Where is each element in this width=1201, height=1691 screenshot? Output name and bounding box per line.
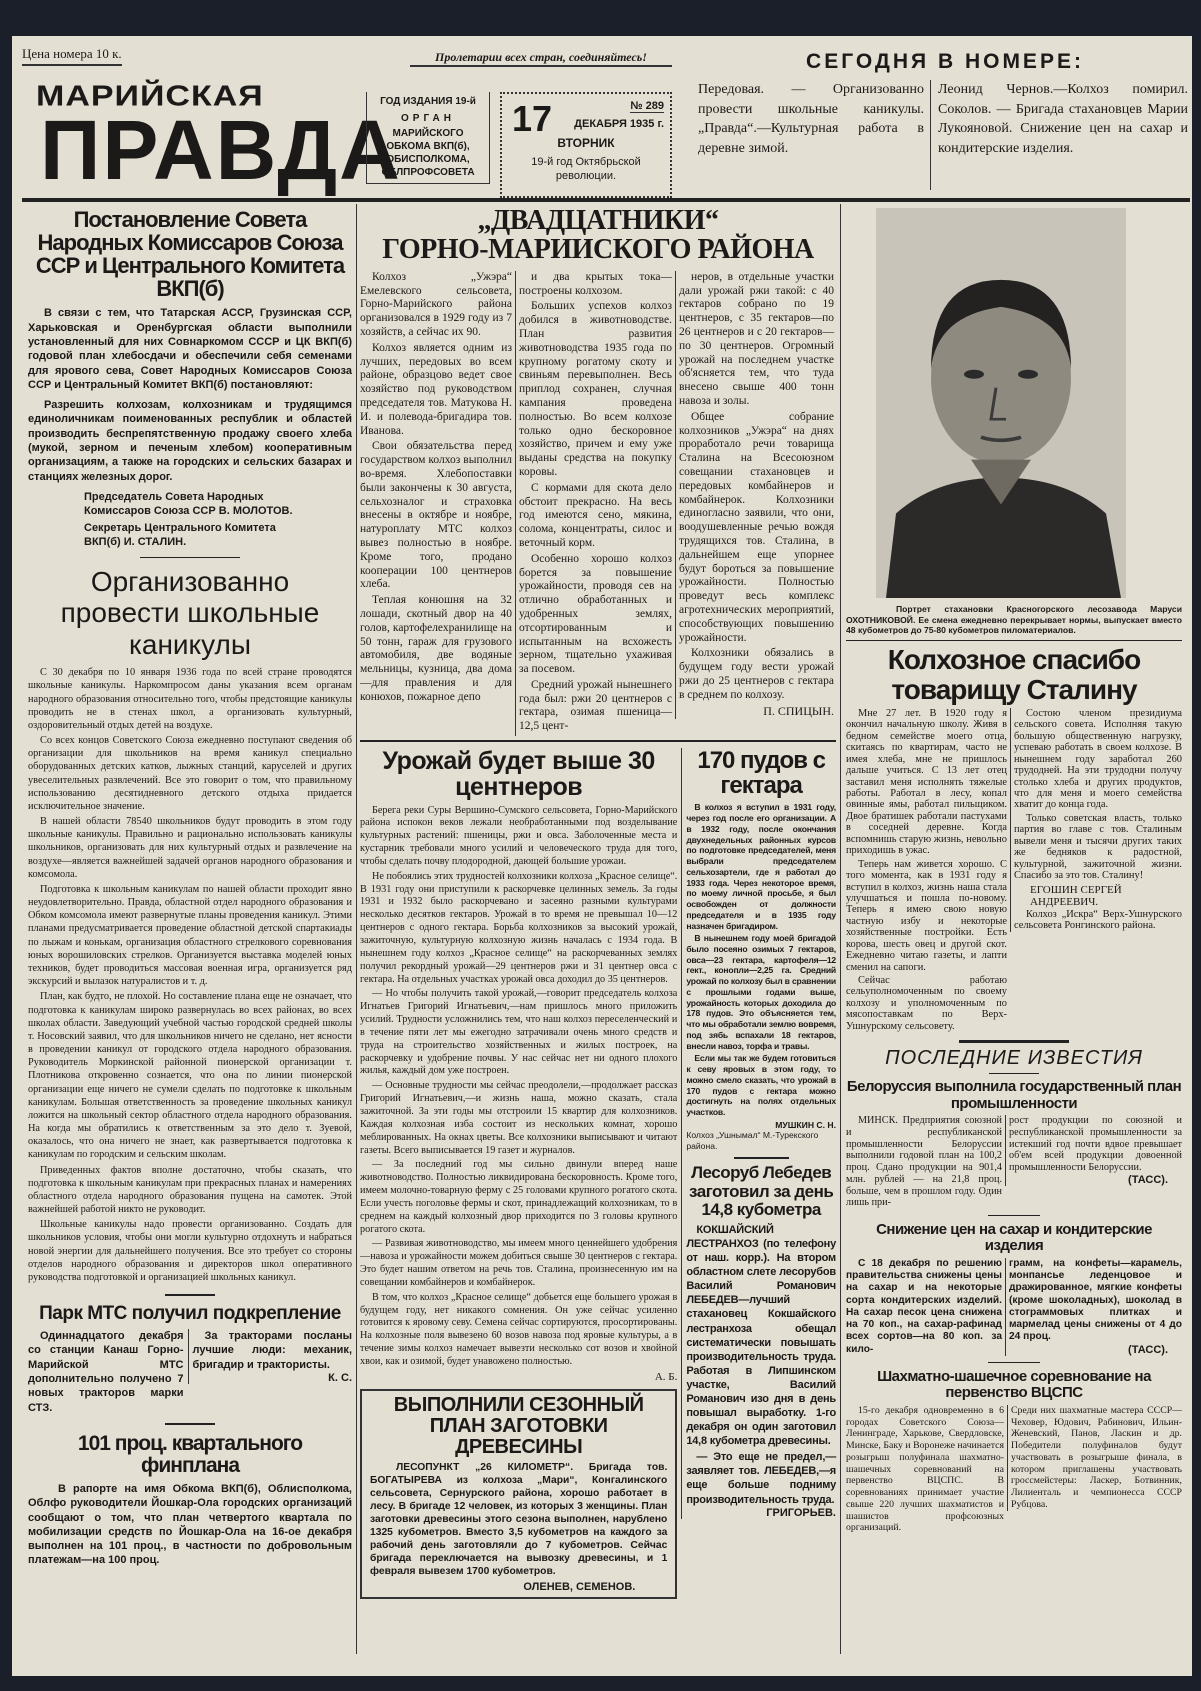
article-paragraph: Если мы так же будем готовиться к севу яровых в этом году, то можно смело сказать, что урожай в 170 пудов с гектара можно достигнуть на полях отдельных участков. [686, 1053, 836, 1118]
twenties-col1 [360, 271, 515, 707]
date-box [500, 92, 672, 198]
twenties-col3 [675, 271, 834, 719]
latest-news-title: ПОСЛЕДНИЕ ИЗВЕСТИЯ [885, 1047, 1143, 1070]
timber-box [360, 1389, 677, 1600]
chess-col1: 15-го декабря одновременно в 6 городах Советского Союза—Ленинграде, Харькове, Свердловске, Минске, Баку и Воронеже начинается розыгрыш полуфинала шахматно-шашечных соревнований на первенство ВЦСПС. В соревнованиях принимает участие свыше 220 лучших шахматистов и шашистов профсоюзных организаций. [846, 1404, 1004, 1534]
article-paragraph: Свои обязательства перед государством колхоз выполнил во-время. Хлебопоставки были закончены к 30 августа, сельхозналог и страховка внесены в октябре и ноябре, натуроплату МТС колхоз вывез полностью в ноябре. Кроме того, продано кооперации 100 центнеров хлеба. [360, 440, 512, 591]
article-paragraph: В том, что колхоз „Красное селище“ добьется еще большего урожая в будущем году, нет никакого сомнения. Он уже сейчас усиленно готовится к яровому севу. Семена сейчас сортируются, просортированы. На колхозные поля вывезено 60 возов навоза под яровые культуры, а в течение зимы колхоз намечает вывезти несколько сот возов и хвойной хвои, как и озимой, будет унавожено полностью. [360, 1291, 678, 1368]
index-title: СЕГОДНЯ В НОМЕРЕ: [806, 50, 1084, 73]
article-paragraph: В колхоз я вступил в 1931 году, через год после его организации. А в 1932 году, после окончания двухнедельных районных курсов по подготовке председателей, меня выбрали председателем сельхозартели, где я работал до 1933 года. Через некоторое время, по моему личной просьбе, я был освобожден от должности председателя и в 1935 году назначен бригадиром. [686, 802, 836, 931]
lumberjack-signature: ГРИГОРЬЕВ. [766, 1506, 836, 1519]
harvest-signature: А. Б. [654, 1370, 678, 1383]
newspaper-title-line1: МАРИЙСКАЯ [36, 80, 264, 113]
sugar-col1: С 18 декабря по решению правительства снижены цены на сахар и на некоторые сорта кондитерских изделий. На сахар песок цена снижена на 70 коп., на сахар-рафинад всех сортов—на 80 коп. за кило- [846, 1257, 1002, 1355]
article-paragraph: Только советская власть, только партия во главе с тов. Сталиным вывели меня и тысячи других таких же бедняков к радостной, культурной, зажиточной жизни. Спасибо за это тов. Сталину! [1014, 812, 1182, 882]
organ-label: ОРГАН [401, 113, 455, 124]
twenties-heading-line2: ГОРНО-МАРИИСКОГО РАЙОНА [382, 234, 814, 266]
article-paragraph: — За последний год мы сильно двинули вперед наше животноводство. Полностью ликвидирована бескоровность. Кроме того, имеем молочно-товарную ферму с 25 головами крупного рогатого скота. Если учесть поголовье фермы и скот, принадлежащий колхозникам, то в среднем на каждый колхозный двор приходится по 3 головы крупного рогатого скота. [360, 1159, 678, 1235]
decree-signature-molotov: Председатель Совета Народных Комиссаров Союза ССР В. МОЛОТОВ. [84, 490, 293, 518]
portrait-caption: Портрет стахановки Красногорского лесозавода Маруси ОХОТНИКОВОЙ. Ее смена ежедневно перекрывает нормы, выпускает вместо 48 кубометров до 75-80 кубометров пиломатериалов. [846, 604, 1182, 636]
chess-heading: Шахматно-шашечное соревнование на первенство ВЦСПС [877, 1367, 1151, 1402]
editorial-paragraph: Школьные каникулы надо провести организованно. Создать для школьников условия, чтобы они могли культурно отдохнуть и набраться новой энергии для дальнейшего получения. Все это требует со стороны отделов народного образования и директоров школ оперативного руководства подготовкой и организацией школьных каникул. [28, 1219, 352, 1283]
article-paragraph: Состою членом президиума сельского совета. Исполняя такую большую общественную нагрузку, успеваю работать в своем колхозе. В нынешнем году заработал 260 трудодней. На эти трудодни получу столько хлеба и других продуктов, что для меня и моего семейства хватит до конца года. [1014, 707, 1182, 811]
article-paragraph: — Основные трудности мы сейчас преодолели,—продолжает рассказ Григорий Игнатьевич,—и жизнь наша, можно сказать, стала зажиточной. За эти годы мы отстроили 15 квартир для колхозников. Каждая колхозная изба состоит из нескольких комнат, хорошо меблированных. На окнах цветы. Все колхозники выписывают и читают газеты. Всего выписывается 19 газет и журналов. [360, 1080, 678, 1156]
price-label: Цена номера 10 к. [22, 46, 122, 66]
finplan-text: В рапорте на имя Обкома ВКП(б), Облисполкома, Облфо руководители Йошкар-Ола городских организаций сообщают о том, что план четвертого квартала по мобилизации средств по Йошкар-Ола на 16-ое декабря выполнен на 101 проц., в частности по добровольным платежам—на 100 проц. [28, 1482, 352, 1567]
organ-text: МАРИЙСКОГО ОБКОМА ВКП(б), ОБИСПОЛКОМА, ОБЛПРОФСОВЕТА [381, 128, 475, 178]
issue-date: ДЕКАБРЯ 1935 г. [574, 118, 664, 130]
article-paragraph: Колхоз является одним из лучших, передовых во всем районе, образцово ведет свое хозяйство под руководством председателя тов. Матукова Н. И. и полевода-бригадира тов. Иванова. [360, 341, 512, 437]
article-paragraph: неров, в отдельные участки дали урожай ржи такой: с 40 гектаров собрано по 19 центнеров, с 35 гектаров—по 26 центнеров и с 20 гектаров—по 30 центнеров. Огромный урожай на последнем участке об'ясняется тем, что туда внесено свыше 400 тонн навоза и золы. [679, 270, 834, 407]
thanks-heading: Колхозное спасибо товарищу Сталину [887, 644, 1141, 705]
poods-signature: МУШКИН С. Н. [775, 1119, 836, 1130]
article-paragraph: Средний урожай нынешнего года был: ржи 20 центнеров с гектара, озимая пшеница—12,5 цент- [519, 678, 672, 733]
decree-signature-stalin: Секретарь Центрального Комитета ВКП(б) И. СТАЛИН. [84, 521, 276, 548]
thanks-col2 [1014, 708, 1182, 882]
article-paragraph: Колхозники обязались в будущем году вести урожай ржи до 25 центнеров с гектара в среднем по колхозу. [679, 647, 834, 701]
portrait-image [876, 208, 1126, 598]
editorial-paragraph: Приведенных фактов вполне достаточно, чтобы сказать, что подготовка к школьным каникулам при прекрасных планах и намерениях областного отдела народного образования пущена на самотек. Этой важнейшей работой никто не руководит. [28, 1164, 352, 1216]
twenties-col2 [515, 271, 675, 736]
article-paragraph: Больших успехов колхоз добился в животноводстве. План развития животноводства 1935 года по крупному рогатому скоту и свиньям перевыполнен. Весь приплод сохранен, случная кампания проведена полностью. Во всем колхозе только одно бескоровное хозяйство, причем и ему уже выданы средства на покупку коровы. [519, 300, 672, 478]
article-paragraph: — Это еще не предел,—заявляет тов. ЛЕБЕДЕВ,—я еще больше подниму производительность труда. [686, 1451, 836, 1506]
mts-signature: К. С. [328, 1371, 352, 1384]
decree-paragraph-2: Разрешить колхозам, колхозникам и трудящимся единоличникам поименованных республик и областей производить беспрепятственную продажу своего хлеба (мукой, зерном и печеным хлебом) кооперативным организациям, а также на городских и сельских базарах и станциях железных дорог. [28, 399, 352, 483]
mts-heading: Парк МТС получил подкрепление [39, 1303, 341, 1325]
belarus-source: (ТАСС). [1128, 1173, 1168, 1186]
thanks-signature-name: ЕГОШИН СЕРГЕЙ АНДРЕЕВИЧ. [1030, 883, 1122, 909]
article-paragraph: Колхоз „Ужэра“ Емелевского сельсовета, Горно-Марийского района организовался в 1929 году из 7 хозяйств, а сейчас их 90. [360, 270, 512, 338]
article-paragraph: Теперь нам живется хорошо. С того момента, как в 1931 году я вступил в колхоз, жизнь наша стала улучшаться и пошла по-новому. Теперь я имею свою новую частную избу и некоторые хозяйственные постройки. Есть корова, шесть овец и другой скот. Ежедневно читаю газеты, и лапти сменил на сапоги. [846, 858, 1007, 973]
article-paragraph: Общее собрание колхозников „Ужэра“ на днях проработало речи товарища Сталина на Всесоюзном совещании стахановцев и передовых комбайнеров и комбайнерок. Колхозники единогласно заявили, что они, воодушевленные речью вождя трудящихся тов. Сталина, в дальнейшем еще упорнее будут бороться за повышение урожайности. Полностью проведут весь комплекс агротехнических мероприятий, способствующих повышению урожайности. [679, 410, 834, 644]
decree-heading: Постановление Совета Народных Комиссаров Союза ССР и Центрального Комитета ВКП(б) [35, 207, 345, 302]
editorial-heading: Организованно провести школьные каникулы [60, 566, 320, 660]
timber-signature: ОЛЕНЕВ, СЕМЕНОВ. [523, 1581, 636, 1594]
revolution-year: 19-й год Октябрьской революции. [531, 156, 641, 182]
article-paragraph: Особенно хорошо колхоз борется за повышение урожайности, проводя сев на отлично обработанных и удобренных землях, отсортированным и испытанным на всхожесть зерном, тщательно ухаживая за посевом. [519, 552, 672, 676]
thanks-signature-place: Колхоз „Искра“ Верх-Ушнурского сельсовета Ронгинского района. [1014, 908, 1182, 932]
article-paragraph: С кормами для скота дело обстоит прекрасно. На весь год имеются сено, мякина, солома, концентраты, силос и веточный корм. [519, 481, 672, 549]
poods-signature-place: Колхоз „Ушнымал“ М.-Турекского района. [686, 1130, 819, 1152]
twenties-signature: П. СПИЦЫН. [763, 704, 834, 719]
thanks-col1 [846, 708, 1010, 1034]
newspaper-title-line2: ПРАВДА [40, 103, 402, 197]
issue-day: 17 [512, 98, 553, 139]
sugar-col2: грамм, на конфеты—карамель, монпансье леденцовое и дражированное, мягкие конфеты (кроме шоколадных), шоколад в стограммовых плитках и мармелад цены снижены от 4 до 24 проц. [1009, 1257, 1182, 1343]
article-paragraph: — Развивая животноводство, мы имеем много ценнейшего удобрения—навоза и урожайности можем добиться свыше 30 центнеров с гектара. Это будет нашим ответом на речь тов. Сталина, произнесенную им на совещании комбайнеров и комбайнерок. [360, 1238, 678, 1288]
sugar-heading: Снижение цен на сахар и кондитерские изделия [876, 1220, 1152, 1255]
poods-heading: 170 пудов с гектара [697, 747, 825, 800]
weekday: ВТОРНИК [557, 136, 615, 150]
article-paragraph: Не побоялись этих трудностей колхозники колхоза „Красное селище“. В 1931 году они приступили к раскорчевке целинных земель. За годы 1931 и 1932 было раскорчевано и засеяно разными культурами несколько десятков гектаров. Урожай в то время не превышал 10—12 центнеров с одного гектара. Борьба колхозников за высокий урожай, зажиточную, культурную колхозную жизнь началась с 1934 года. В нынешнем году колхоз „Красное селище“ на раскорчеванных землях получил рекордный урожай—29 центнеров ржи и 31 центнер овса с гектара. На отдельных участках урожай овса доходил до 35 центнеров. [360, 870, 678, 985]
belarus-heading: Белоруссия выполнила государственный план промышленности [846, 1078, 1182, 1112]
harvest-heading: Урожай будет выше 30 центнеров [382, 747, 655, 802]
editorial-paragraph: Подготовка к школьным каникулам по нашей области проходит явно неудовлетворительно. Правда, областной отдел народного образования и Обком комсомола имеют развернутые планы проведения каникул. Этими планами предусматривается проведение областной детской спартакиады по лыжам и конькам, организация областного стрелкового соревнования юных ворошиловских стрелков. Организуется выставка моделей юных техников, будет проводиться массовая военная игра, организуется ряд экскурсий и вылазок натуралистов и т. д. [28, 883, 352, 988]
sugar-source: (ТАСС). [1128, 1343, 1168, 1356]
belarus-col1: МИНСК. Предприятия союзной и республиканской промышленности Белоруссии выполнили годовой план на 100,2 проц. Сдано продукции на 901,4 млн. рублей — на 21,8 проц. больше, чем в прошлом году. Один лишь при- [846, 1115, 1002, 1209]
editorial-paragraph: Со всех концов Советского Союза ежедневно поступают сведения об организации для школьников на время каникул специально оборудованных детских катков, лыжных станций, каруселей и других увеселительных развлечений. Все это говорит о том, что правильному использованию десятидневного детского отдыха придается исключительное значение. [28, 735, 352, 812]
chess-col2: Среди них шахматные мастера СССР—Чеховер, Юдович, Рабинович, Ильин-Женевский, Панов, Ласкин и др. Победители полуфиналов будут участвовать в розыгрыше финала, в котором приглашены участвовать гроссмейстеры: Ласкер, Ботвинник, Лилиенталь и чемпионесса СССР Рубцова. [1007, 1405, 1182, 1511]
harvest-body [360, 805, 677, 1371]
article-paragraph: Теплая конюшня на 32 лошади, скотный двор на 40 голов, картофелехранилище на 50 тонн, гараж для грузового автомобиля, две водяные мельницы, кузница, два дома—для правления и для конюхов, пожарное депо [360, 594, 512, 703]
slogan: Пролетарии всех стран, соединяйтесь! [410, 50, 672, 67]
left-column [28, 208, 352, 1568]
article-paragraph: и два крытых тока—построены колхозом. [519, 270, 672, 297]
timber-text: ЛЕСОПУНКТ „26 КИЛОМЕТР“. Бригада тов. БОГАТЫРЕВА из колхоза „Мари“, Конгалинского сельсовета, Сернурского района, хорошо работает в лесу. В бригаде 12 человек, из которых 3 женщины. План заготовки древесины этого сезона выполнен, нарублено 1325 кубометров. Вместо 3,5 кубометров на каждого за рабочий день заготовляли до 7 кубометров. Сейчас бригада переключается на вывозку древесины, и 1 февраля вывезем 1700 кубометров. [370, 1461, 668, 1578]
mts-col1: Одиннадцатого декабря со станции Канаш Горно-Марийской МТС дополнительно получено 7 новых тракторов марки СТЗ. [28, 1330, 184, 1414]
article-paragraph: КОКШАЙСКИЙ ЛЕСТРАНХОЗ (по телефону от наш. корр.). На втором областном слете лесорубов Василий Романович ЛЕБЕДЕВ—лучший стахановец Кокшайского лестранхоза обещал систематически повышать производительность труда. Работая в Липшинском участке, Василий Романович изо дня в день повышал выработку. 1-го декабря он один заготовил 14,8 кубометра древесины. [686, 1224, 836, 1448]
editorial-paragraph: С 30 декабря по 10 января 1936 года по всей стране проводятся школьные каникулы. Наркомпросом даны указания всем органам народного образования относительно того, чтобы предстоящие каникулы проводить не в стенах школ, а организовать культурный, оздоровительный отдых детей на воздухе. [28, 667, 352, 731]
finplan-heading: 101 проц. квартального финплана [77, 1431, 303, 1477]
issue-number: № 289 [630, 100, 664, 112]
article-paragraph: Сейчас работаю сельуполномоченным по своему колхозу и уполномоченным по мясопоставкам по Верх-Ушнурскому сельсовету. [846, 975, 1007, 1032]
twenties-heading-line1: „ДВАДЦАТНИКИ“ [477, 205, 719, 236]
belarus-col2: рост продукции по союзной и республиканской промышленности за истекший год почти вдвое превышает об'ем всей продукции довоенной промышленности Белоруссии. [1009, 1115, 1182, 1174]
editorial-paragraph: В нашей области 78540 школьников будут проводить в этом году школьные каникулы. Правильно и рационально использовать каникулы школьников, организовать для них культурный отдых и развлечение на воздухе—является важнейшей задачей органов народного образования и комсомола. [28, 816, 352, 880]
article-paragraph: — Но чтобы получить такой урожай,—говорит председатель колхоза Игнатьев Григорий Игнатьевич,—нам пришлось много приложить усилий. Трудности усложнились тем, что наш колхоз переселенческий и в течение пяти лет мы ежегодно затрачивали очень много средств и труда на строительство хозяйственных и жилых построек, на раскорчевку и удобрение почвы. У нас сейчас нет ни одного плохого жилья, каждый дом уже построен. [360, 988, 678, 1077]
year-label: ГОД ИЗДАНИЯ 19-й [380, 96, 476, 107]
index-col1: Передовая. — Организованно провести школьные каникулы. „Правда“.—Культурная работа в деревне зимой. [698, 82, 924, 156]
timber-heading: ВЫПОЛНИЛИ СЕЗОННЫЙ ПЛАН ЗАГОТОВКИ ДРЕВЕСИНЫ [393, 1393, 644, 1458]
lumberjack-body [686, 1223, 836, 1507]
article-paragraph: Мне 27 лет. В 1920 году я окончил начальную школу. Живя в бедном семействе моего отца, скитаясь по квартирам, часто не имея хлеба, мне не пришлось дальше учиться. С 13 лет отец заставил меня исполнять тяжелые работы. Работал в лесу, копал овинные ямы, работал пильщиком. Двое братишек работали пастухами в соседней деревне. Когда вспомнишь старую жизнь, невольно приходишь в ужас. [846, 707, 1007, 857]
organ-box [366, 92, 490, 184]
lumberjack-heading: Лесоруб Лебедев заготовил за день 14,8 кубометра [689, 1162, 834, 1220]
article-paragraph: Берега реки Суры Вершинo-Сумского сельсовета, Горно-Марийского района испокон веков лежали необработанными под возделывание культурных растений: пшеницы, ржи и овса. Заболоченные места и кустарник требовали много усилий и человеческого труда для того, чтобы сделать почву плодородной, дающей большие урожаи. [360, 804, 678, 867]
editorial-paragraph: План, как будто, не плохой. Но составление плана еще не означает, что подготовка к каникулам широко развернулась во всех районах, во всех школах области. Заведующий учебной частью городской средней школы т. Носовский заявил, что для школьников ничего не сделано, нет ясности в проведении каникул от городского отдела народного образования. Руководитель Моркинской районной пионерской организации т. Плотникова откровенно сознается, что она по линии пионерской организации еще ничего не сумели сделать по подготовке к школьным каникулам. Большая ответственность за проведение школьных каникул ложится на школьный сектор областного отдела народного образования. На когда мы обратились к ответственным за это дело т. Зуевой, оказалось, что она ничего не знает, как развертывается подготовка к каникулам по городским и сельским школам. [28, 991, 352, 1161]
poods-body [686, 802, 836, 1119]
editorial-body [28, 666, 352, 1286]
portrait-photo [876, 208, 1126, 598]
article-paragraph: В нынешнем году моей бригадой было посеяно озимых 7 гектаров, овса—23 гектара, картофеля—12 гект., конопли—2,25 га. Средний урожай по колхозу был в сравнении с прошлыми годами выше, урожайность которых доходила до 178 пудов. Это объясняется тем, что мы обработали землю вовремя, под зябь вспахали 18 гектаров, внесли навоз, торфа и травы. [686, 933, 836, 1051]
middle-column [360, 206, 836, 1599]
mts-col2: За тракторами посланы лучшие люди: механик, бригадир и трактористы. [192, 1330, 352, 1371]
decree-paragraph-1: В связи с тем, что Татарская АССР, Грузинская ССР, Харьковская и Оренбургская области выполнили установленный для них Совнаркомом СССР и ЦК ВКП(б) годовой план хлебосдачи и обеспечили себя семенами для ярового сева, Совет Народных Комиссаров Союза ССР и Центральный Комитет ВКП(б) постановляют: [28, 307, 352, 391]
index-col2: Леонид Чернов.—Колхоз помирил. Соколов. — Бригада стахановцев Марии Лукояновой. Снижение цен на сахар и кондитерские изделия. [938, 82, 1188, 156]
right-column [846, 208, 1182, 1534]
